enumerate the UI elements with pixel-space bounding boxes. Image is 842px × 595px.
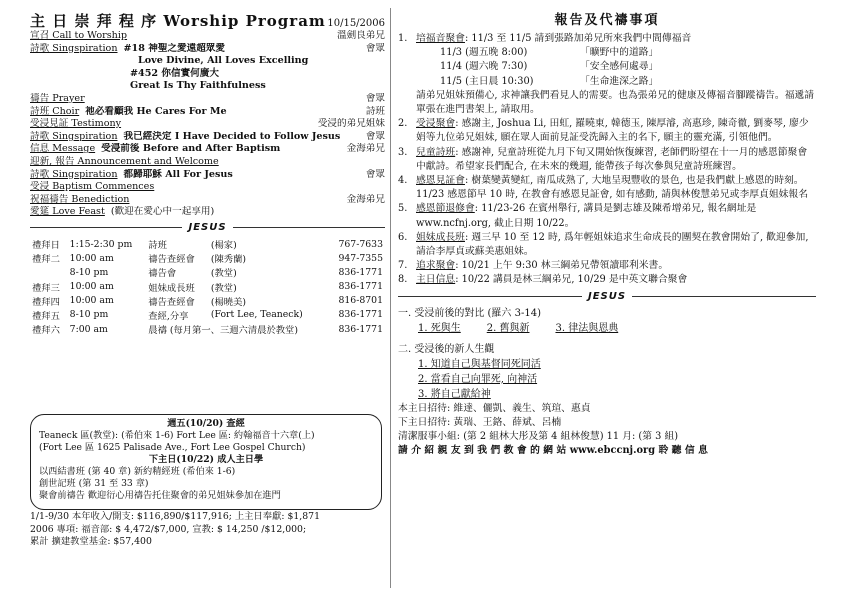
column-divider	[390, 8, 391, 588]
item-leader: 受浸的弟兄姐妹	[317, 118, 385, 130]
sermon-point: 1. 死與生	[418, 322, 461, 334]
announcement-text: : 樹葉變黃變紅, 南瓜成熟了, 大地呈現豐收的景色, 也是我們獻上感恩的時刻。11/23 感恩節早 10 時, 在教會有感恩見証會, 如有感動, 請與林俊慧弟兄或李厚貞姐妹報名	[416, 174, 809, 201]
announcement-number: 1.	[398, 33, 408, 44]
sermon-points	[398, 321, 816, 336]
program-date: 10/15/2006	[327, 18, 385, 29]
schedule-phone: 836-1771	[338, 323, 383, 335]
schedule-phone: 836-1771	[338, 281, 383, 293]
schedule-row	[30, 237, 385, 251]
schedule-time: 10:00 am	[69, 281, 114, 293]
program-item-prayer	[30, 93, 385, 106]
schedule-phone: 816-8701	[338, 295, 383, 307]
schedule-event: 晨禱 (每月第一、三週六清晨於教堂)	[148, 325, 298, 337]
announcement-body	[416, 32, 816, 46]
finance-line: 累計 擴建教堂基金: $57,400	[30, 536, 152, 547]
announcement-number: 7.	[398, 260, 408, 272]
item-leader: 金海弟兄	[346, 143, 385, 155]
announcement-body	[416, 174, 816, 202]
item-label: 信息 Message	[30, 143, 96, 155]
gospel-meeting-line	[398, 46, 816, 60]
footer-ushers-this-week: 本主日招待: 維達、儷凱、義生、筑瑄、惠貞	[398, 402, 591, 414]
footer-website-note: 請 介 紹 親 友 到 我 們 教 會 的 網 站 www.ebccnj.org 聆 聽 信 息	[398, 444, 708, 456]
finance-line: 1/1-9/30 本年收入/開支: $116,890/$117,916; 上主日奉獻: $1,871	[30, 511, 320, 522]
announcement-text: : 感謝主, Joshua Li, 田虹, 羅曉東, 韓德玉, 陳厚濬, 高惠珍, 陳奇徹, 劉麥琴, 廖少娟等九位弟兄姐妹, 願在眾人面前見証受洗歸入主的名下, 願主的靈充滿, 引領他們。	[416, 118, 809, 144]
item-song: 我已經決定 I Have Decided to Follow Jesus	[123, 130, 341, 142]
gospel-meeting-line	[398, 60, 816, 74]
schedule-event: 禱告會	[148, 268, 177, 280]
sermon-points	[398, 357, 816, 402]
program-item-baptism	[30, 181, 385, 194]
song-title: #452 你信實何廣大	[130, 67, 219, 79]
footer-ushers-next-week: 下主日招待: 黃瑞、王鉻、薛斌、呂楠	[398, 416, 562, 428]
announcements-column	[398, 10, 816, 458]
announcement-item	[398, 174, 816, 202]
announcement-body	[416, 273, 816, 287]
schedule-day: 禮拜三	[32, 282, 60, 294]
program-title: 主 日 崇 拜 程 序 Worship Program	[30, 12, 326, 30]
gospel-meeting-date: 11/3 (週五晚 8:00)	[440, 47, 528, 59]
item-label: 詩歌 Singspiration	[30, 168, 118, 180]
schedule-time: 8-10 pm	[69, 309, 109, 321]
announcement-heading: 培福音聚會	[416, 33, 465, 44]
song-english-title: Love Divine, All Loves Excelling	[138, 55, 309, 67]
schedule-host: (教堂)	[210, 268, 237, 280]
sermon-point	[398, 387, 816, 402]
announcement-text: : 週三早 10 至 12 時, 爲年輕姐妹追求生命成長的團契在教會開始了, 歡迎參加, 請洽李厚貞或蘇美惠姐妹。	[416, 231, 809, 257]
box-line: Teaneck 區(教堂): (希伯來 1-6) Fort Lee 區: 約翰福音十六章(上)	[39, 430, 315, 441]
item-label: 禱告 Prayer	[30, 92, 85, 104]
schedule-host: (楊曉美)	[210, 296, 247, 308]
item-leader: 會眾	[365, 42, 385, 54]
program-item-benediction	[30, 194, 385, 207]
schedule-event: 禱告查經會	[148, 254, 195, 266]
sermon-point: 2. 舊與新	[486, 322, 530, 334]
finance-summary	[30, 511, 385, 549]
item-label: 詩班 Choir	[30, 105, 80, 117]
box-line: (Fort Lee 區 1625 Palisade Ave., Fort Lee Gospel Church)	[39, 442, 306, 453]
program-header	[30, 10, 385, 30]
announcement-text: : 感謝神, 兒童詩班從九月下旬又開始恢復練習, 老師們盼望在十一月的感恩節聚會中獻詩。希望家長們配合, 在未來的幾週, 能帶孩子每次參與兒童詩班練習。	[416, 146, 808, 172]
sermon-point-text: 1. 知道自己與基督同死同活	[418, 358, 541, 370]
schedule-row	[30, 265, 385, 279]
schedule-row	[30, 294, 385, 308]
song-english-title: Great Is Thy Faithfulness	[130, 80, 266, 92]
announcement-heading: 追求聚會	[416, 260, 456, 272]
box-title: 週五(10/20) 查經	[167, 418, 245, 429]
item-leader: 會眾	[365, 92, 385, 104]
schedule-phone: 767-7633	[338, 238, 383, 250]
jesus-divider	[30, 221, 385, 235]
schedule-phone: 836-1771	[338, 309, 383, 321]
announcement-heading: 主日信息	[416, 274, 456, 286]
item-label: 迎新, 報告 Announcement and Welcome	[30, 155, 219, 167]
schedule-host: (Fort Lee, Teaneck)	[210, 309, 303, 321]
jesus-divider-word: JESUS	[188, 222, 227, 234]
schedule-time: 10:00 am	[69, 252, 114, 264]
finance-line: 2006 專項: 福音部: $ 4,472/$7,000, 宣教: $ 14,250 /$12,000;	[30, 523, 307, 535]
schedule-host: (教堂)	[210, 282, 237, 294]
sermon-point	[398, 372, 816, 387]
schedule-event: 姐妹成長班	[148, 282, 195, 294]
schedule-time: 8-10 pm	[69, 266, 109, 278]
schedule-event: 禱告查經會	[148, 296, 195, 308]
schedule-phone: 836-1771	[338, 266, 383, 278]
item-label: 宣召 Call to Worship	[30, 30, 128, 41]
schedule-day: 禮拜日	[32, 240, 60, 251]
item-label: 受浸見証 Testimony	[30, 118, 122, 130]
gospel-meeting-date: 11/5 (主日晨 10:30)	[440, 75, 534, 87]
item-note: (歡迎在愛心中一起享用)	[110, 206, 215, 218]
schedule-time: 10:00 am	[69, 295, 114, 307]
schedule-time: 1:15-2:30 pm	[69, 238, 133, 250]
program-item-testimony	[30, 118, 385, 131]
announcement-number: 6.	[398, 231, 408, 243]
item-song: 都歸耶穌 All For Jesus	[123, 168, 233, 180]
schedule-day	[30, 265, 68, 279]
announcement-heading: 感恩節退修會	[416, 203, 475, 215]
announcement-text: : 10/22 講員是林三綱弟兄, 10/29 是中英文聯合聚會	[455, 274, 688, 286]
item-song: 祂必看顧我 He Cares For Me	[85, 105, 227, 117]
announcement-item	[398, 231, 816, 259]
schedule-row	[30, 308, 385, 322]
announcement-number: 2.	[398, 118, 408, 130]
gospel-meeting-topic: 「曠野中的道路」	[580, 47, 659, 59]
announcement-number: 8.	[398, 274, 408, 286]
sermon-point	[398, 357, 816, 372]
item-song: #18 神聖之愛遠超眾愛	[123, 42, 225, 54]
schedule-day: 禮拜五	[32, 310, 60, 322]
announcement-body	[416, 146, 816, 174]
item-leader: 溫劍良弟兄	[337, 30, 385, 41]
gospel-meeting-date: 11/4 (週六晚 7:30)	[440, 61, 528, 73]
announcement-text: : 10/21 上午 9:30 林三綱弟兄帶領讀耶利米書。	[455, 260, 669, 272]
box-line: 聚會前禱告 歡迎衍心用禱告托住聚會的弟兄姐妹參加在進門	[39, 490, 281, 501]
program-item-singspiration-1	[30, 43, 385, 56]
sermon-outline	[398, 306, 816, 402]
announcement-item	[398, 32, 816, 46]
item-leader: 詩班	[365, 105, 385, 117]
sermon-point: 3. 律法與恩典	[555, 322, 619, 334]
item-leader: 會眾	[365, 168, 385, 180]
schedule-event: 查經,分享	[148, 310, 189, 322]
schedule-event: 詩班	[148, 240, 167, 251]
worship-program-column	[30, 10, 385, 336]
schedule-row	[30, 251, 385, 265]
announcement-body	[416, 231, 816, 259]
gospel-meeting-topic: 「生命進深之路」	[580, 75, 659, 87]
footer	[398, 402, 816, 458]
announcement-item	[398, 273, 816, 287]
announcement-number: 5.	[398, 203, 408, 215]
item-label: 受浸 Baptism Commences	[30, 181, 155, 193]
schedule-host: (陳秀蘭)	[210, 254, 247, 266]
announcement-heading: 姐妹成長班	[416, 231, 465, 243]
announcement-item	[398, 146, 816, 174]
friday-bible-study-box	[30, 414, 382, 510]
item-label: 愛筵 Love Feast	[30, 206, 105, 218]
announcements-title: 報告及代禱事項	[554, 13, 660, 28]
weekly-schedule-table	[30, 237, 385, 336]
jesus-divider	[398, 290, 816, 304]
schedule-day: 禮拜二	[32, 254, 60, 266]
item-label: 詩歌 Singspiration	[30, 130, 118, 142]
jesus-divider-word: JESUS	[587, 291, 627, 303]
schedule-day: 禮拜六	[32, 325, 60, 337]
schedule-row	[30, 322, 385, 336]
program-item-welcome	[30, 156, 385, 169]
schedule-phone: 947-7355	[338, 252, 383, 264]
announcement-heading: 兒童詩班	[416, 146, 456, 158]
schedule-day: 禮拜四	[32, 296, 60, 308]
schedule-host: (楊家)	[210, 240, 237, 251]
box-line: 以西結書班 (第 40 章) 新約精經班 (希伯來 1-6)	[39, 466, 236, 477]
item-leader: 會眾	[365, 130, 385, 142]
gospel-meeting-topic: 「安全感何處尋」	[580, 61, 659, 73]
item-sermon-title: 受浸前後 Before and After Baptism	[101, 143, 281, 155]
announcement-item	[398, 117, 816, 145]
program-item-call	[30, 30, 385, 43]
program-item-singspiration-3	[30, 169, 385, 182]
box-line: 下主日(10/22) 成人主日學	[148, 454, 264, 465]
announcement-body	[416, 259, 816, 273]
announcement-heading: 受浸聚會	[416, 118, 456, 130]
gospel-meeting-line	[398, 75, 816, 89]
program-item-choir	[30, 106, 385, 119]
item-label: 祝福禱告 Benediction	[30, 193, 130, 205]
announcement-text: : 11/23-26 在賓州舉行, 講員是劉志雄及陳希增弟兄, 報名網址是 www.ncfnj.org, 截止日期 10/22。	[416, 203, 757, 229]
sermon-point-text: 2. 當看自己向罪死, 向神活	[418, 373, 538, 385]
announcement-body	[416, 117, 816, 145]
item-label: 詩歌 Singspiration	[30, 42, 118, 54]
gospel-meeting-note: 請弟兄姐妹預備心, 求神讓我們看見人的需要。也為張弟兄的健康及傳福音腳蹤禱告。福遞請單張在進門書架上, 請取用。	[416, 89, 815, 115]
announcement-number: 3.	[398, 146, 408, 158]
program-item-lovefeast	[30, 206, 385, 219]
sermon-heading: 二. 受浸後的新人生觀	[398, 343, 495, 355]
program-item-message	[30, 143, 385, 156]
announcement-list	[398, 32, 816, 288]
announcement-heading: 感恩見証會	[416, 174, 465, 186]
program-item-singspiration-2	[30, 131, 385, 144]
schedule-time: 7:00 am	[69, 323, 108, 335]
box-line: 創世記班 (第 31 至 33 章)	[39, 478, 149, 489]
schedule-row	[30, 279, 385, 293]
announcement-number: 4.	[398, 174, 408, 186]
sermon-heading: 一. 受浸前後的對比 (羅六 3-14)	[398, 307, 541, 319]
item-leader: 金海弟兄	[346, 193, 385, 205]
footer-cleaning-group: 清潔服事小組: (第 2 組林大彤及第 4 組林俊慧) 11 月: (第 3 組)	[398, 430, 679, 442]
announcement-item	[398, 202, 816, 230]
sermon-point-text: 3. 將自己獻給神	[418, 388, 491, 400]
announcement-body	[416, 202, 816, 230]
announcement-item	[398, 259, 816, 273]
announcement-text: : 11/3 至 11/5 請到張路加弟兄所來我們中間傳福音	[464, 33, 692, 44]
